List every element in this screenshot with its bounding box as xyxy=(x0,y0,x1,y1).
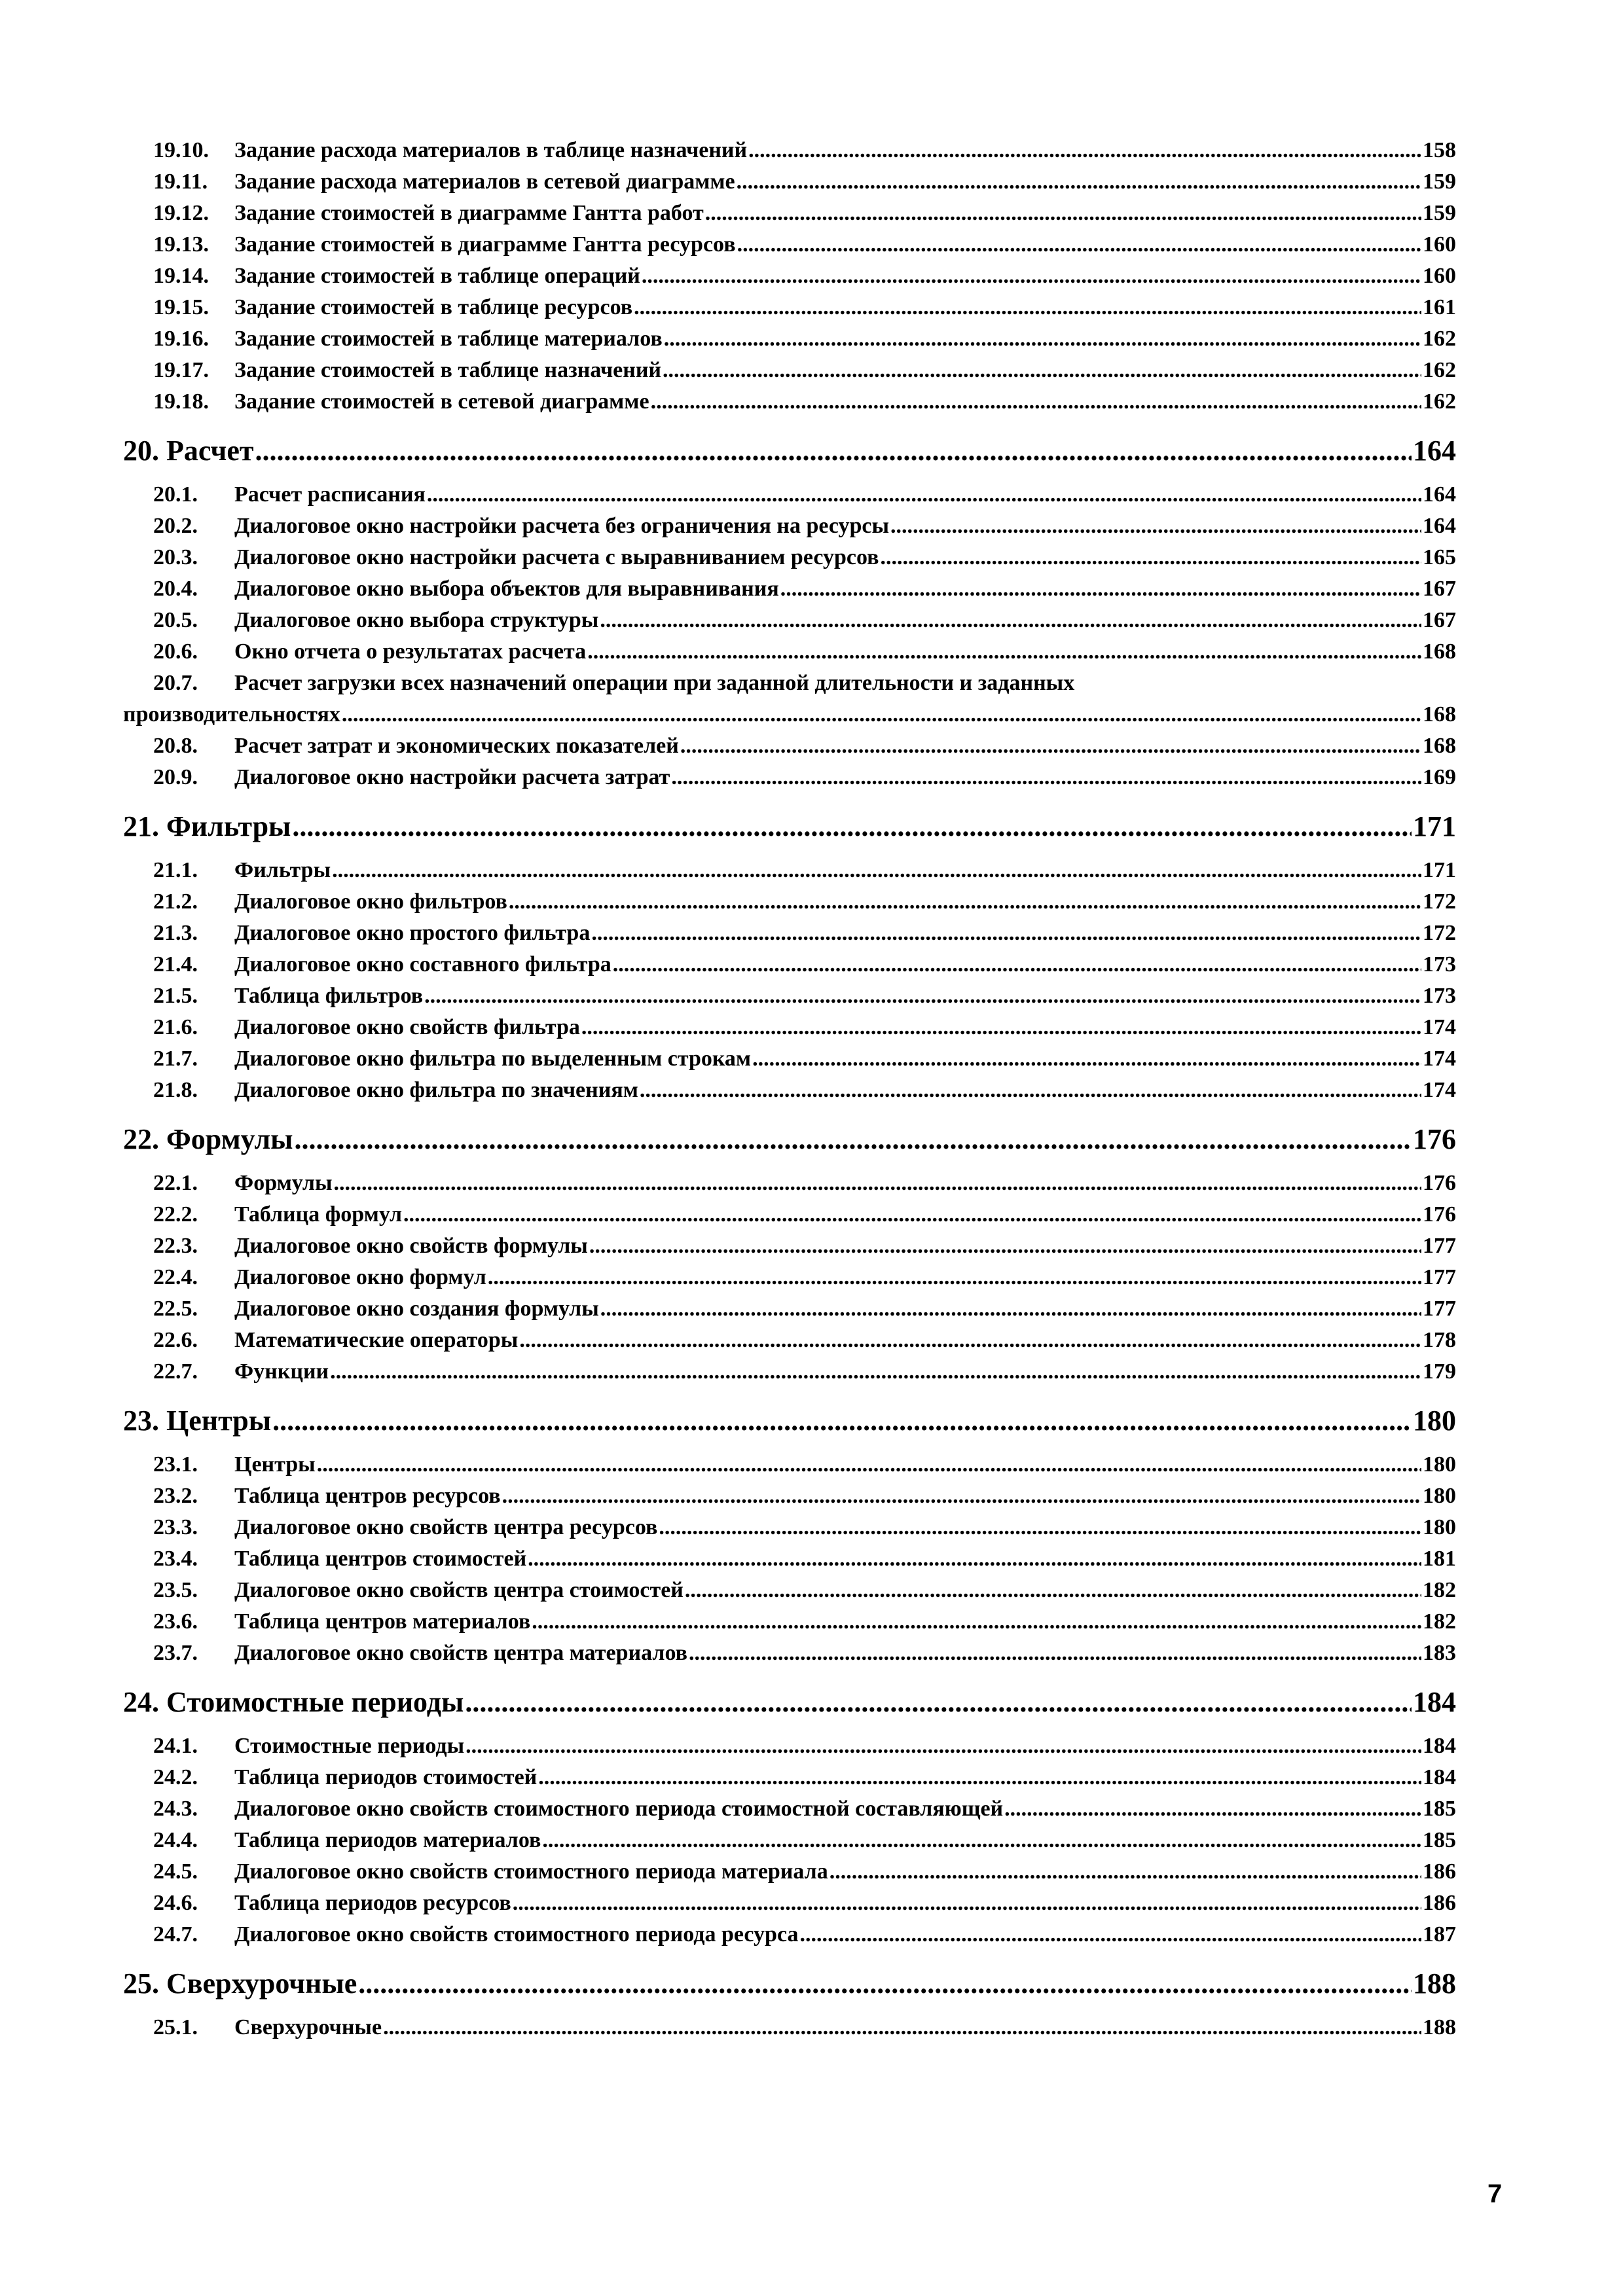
toc-entry[interactable] xyxy=(123,668,1456,699)
toc-entry[interactable] xyxy=(123,1512,1456,1543)
chapter-number: 22. xyxy=(123,1123,159,1155)
entry-number: 24.7. xyxy=(153,1922,198,1946)
toc-entry[interactable] xyxy=(123,1762,1456,1793)
toc-entry[interactable] xyxy=(123,949,1456,980)
leader-dots xyxy=(403,1199,1421,1230)
chapter-number: 25. xyxy=(123,1967,159,2000)
page-ref: 160 xyxy=(1423,264,1456,288)
page-ref: 182 xyxy=(1423,1609,1456,1634)
page-ref: 165 xyxy=(1423,545,1456,569)
toc-entry[interactable] xyxy=(123,886,1456,918)
page-ref: 168 xyxy=(1423,702,1456,726)
leader-dots xyxy=(663,355,1421,386)
page-ref: 164 xyxy=(1413,435,1456,467)
entry-title: Сверхурочные xyxy=(234,2015,382,2039)
leader-dots xyxy=(685,1575,1421,1606)
page-ref: 186 xyxy=(1423,1859,1456,1884)
entry-title: Диалоговое окно настройки расчета без ограничения на ресурсы xyxy=(234,514,890,538)
entry-title: Таблица центров стоимостей xyxy=(234,1547,527,1571)
entry-title: Задание расхода материалов в сетевой диаграмме xyxy=(234,170,735,194)
page-ref: 180 xyxy=(1423,1515,1456,1539)
entry-title: Диалоговое окно свойств стоимостного периода материала xyxy=(234,1859,828,1884)
entry-number: 19.18. xyxy=(153,389,209,414)
leader-dots xyxy=(587,636,1421,668)
page-ref: 180 xyxy=(1423,1484,1456,1508)
entry-number: 20.6. xyxy=(153,639,198,664)
entry-title: Диалоговое окно настройки расчета затрат xyxy=(234,765,670,789)
chapter-title: Центры xyxy=(166,1405,272,1437)
entry-number: 19.12. xyxy=(153,201,209,225)
page-ref: 174 xyxy=(1423,1015,1456,1039)
toc-entry[interactable] xyxy=(123,260,1456,292)
entry-number: 21.2. xyxy=(153,889,198,914)
leader-dots xyxy=(513,1888,1421,1919)
entry-title: Таблица периодов материалов xyxy=(234,1828,541,1852)
entry-title: Таблица формул xyxy=(234,1202,403,1227)
leader-dots xyxy=(671,762,1421,793)
leader-dots xyxy=(830,1856,1421,1888)
page-ref: 167 xyxy=(1423,608,1456,632)
toc-entry[interactable] xyxy=(123,980,1456,1012)
leader-dots xyxy=(255,432,1412,470)
toc-chapter[interactable] xyxy=(123,432,1456,470)
toc-entry[interactable] xyxy=(123,1356,1456,1388)
page-ref: 177 xyxy=(1423,1234,1456,1258)
entry-title: Математические операторы xyxy=(234,1328,519,1352)
leader-dots xyxy=(799,1919,1421,1950)
entry-title: Задание стоимостей в диаграмме Гантта работ xyxy=(234,201,704,225)
entry-number: 22.7. xyxy=(153,1359,198,1384)
page-ref: 180 xyxy=(1423,1452,1456,1477)
entry-title: Диалоговое окно формул xyxy=(234,1265,486,1289)
page-ref: 178 xyxy=(1423,1328,1456,1352)
page-ref: 173 xyxy=(1423,984,1456,1008)
toc-chapter[interactable] xyxy=(123,1683,1456,1721)
leader-dots xyxy=(780,573,1421,605)
page-ref: 159 xyxy=(1423,201,1456,225)
page-ref: 176 xyxy=(1413,1123,1456,1155)
toc-entry[interactable] xyxy=(123,386,1456,418)
page-ref: 179 xyxy=(1423,1359,1456,1384)
entry-title: Диалоговое окно фильтра по выделенным строкам xyxy=(234,1047,752,1071)
page-ref: 173 xyxy=(1423,952,1456,977)
toc-entry[interactable] xyxy=(123,323,1456,355)
entry-number: 21.1. xyxy=(153,858,198,882)
leader-dots xyxy=(640,1075,1421,1106)
leader-dots xyxy=(642,260,1421,292)
page-ref: 181 xyxy=(1423,1547,1456,1571)
leader-dots xyxy=(600,1293,1421,1325)
entry-title: Расчет затрат и экономических показателей xyxy=(234,734,679,758)
entry-title: Таблица центров ресурсов xyxy=(234,1484,501,1508)
chapter-title: Сверхурочные xyxy=(166,1967,357,2000)
entry-title: Задание стоимостей в таблице назначений xyxy=(234,358,662,382)
page-ref: 184 xyxy=(1413,1686,1456,1718)
toc-chapter[interactable] xyxy=(123,808,1456,846)
toc-entry[interactable] xyxy=(123,1262,1456,1293)
entry-title: Задание стоимостей в таблице операций xyxy=(234,264,640,288)
chapter-number: 24. xyxy=(123,1686,159,1718)
entry-number: 24.3. xyxy=(153,1797,198,1821)
leader-dots xyxy=(737,166,1421,198)
entry-title: Диалоговое окно свойств стоимостного периода ресурса xyxy=(234,1922,799,1946)
leader-dots xyxy=(383,2012,1421,2043)
toc-entry[interactable] xyxy=(123,2012,1456,2043)
toc-entry[interactable] xyxy=(123,1793,1456,1825)
leader-dots xyxy=(358,1965,1412,2003)
entry-number: 23.6. xyxy=(153,1609,198,1634)
entry-title: Задание стоимостей в таблице материалов xyxy=(234,327,663,351)
page-ref: 162 xyxy=(1423,358,1456,382)
toc-entry[interactable] xyxy=(123,542,1456,573)
entry-number: 21.3. xyxy=(153,921,198,945)
page-ref: 185 xyxy=(1423,1797,1456,1821)
toc-entry-continuation[interactable] xyxy=(123,699,1456,730)
page-ref: 162 xyxy=(1423,327,1456,351)
leader-dots xyxy=(334,1168,1421,1199)
page-ref: 160 xyxy=(1423,232,1456,257)
leader-dots xyxy=(538,1762,1421,1793)
leader-dots xyxy=(659,1512,1421,1543)
toc-entry[interactable] xyxy=(123,198,1456,229)
leader-dots xyxy=(737,229,1421,260)
leader-dots xyxy=(528,1543,1421,1575)
toc-entry[interactable] xyxy=(123,1449,1456,1480)
page-ref: 177 xyxy=(1423,1297,1456,1321)
entry-title: Фильтры xyxy=(234,858,331,882)
page-ref: 183 xyxy=(1423,1641,1456,1665)
page-ref: 186 xyxy=(1423,1891,1456,1915)
entry-number: 21.5. xyxy=(153,984,198,1008)
leader-dots xyxy=(465,1683,1412,1721)
entry-title: Задание стоимостей в диаграмме Гантта ресурсов xyxy=(234,232,736,257)
page-ref: 177 xyxy=(1423,1265,1456,1289)
entry-number: 20.5. xyxy=(153,608,198,632)
leader-dots xyxy=(424,980,1421,1012)
entry-number: 22.3. xyxy=(153,1234,198,1258)
page-ref: 180 xyxy=(1413,1405,1456,1437)
leader-dots xyxy=(689,1638,1421,1669)
toc-entry[interactable] xyxy=(123,1075,1456,1106)
toc-entry[interactable] xyxy=(123,1043,1456,1075)
page-ref: 158 xyxy=(1423,138,1456,162)
page-ref: 172 xyxy=(1423,921,1456,945)
entry-number: 24.2. xyxy=(153,1765,198,1789)
entry-title: Диалоговое окно простого фильтра xyxy=(234,921,591,945)
entry-title: Таблица центров материалов xyxy=(234,1609,531,1634)
toc-entry[interactable] xyxy=(123,1199,1456,1230)
entry-title: Задание стоимостей в сетевой диаграмме xyxy=(234,389,649,414)
entry-number: 24.6. xyxy=(153,1891,198,1915)
page-ref: 184 xyxy=(1423,1765,1456,1789)
leader-dots xyxy=(532,1606,1421,1638)
entry-title: Диалоговое окно свойств центра ресурсов xyxy=(234,1515,658,1539)
entry-number: 19.11. xyxy=(153,170,208,194)
entry-title: Стоимостные периоды xyxy=(234,1734,465,1758)
toc-entry[interactable] xyxy=(123,511,1456,542)
toc-entry[interactable] xyxy=(123,1856,1456,1888)
toc-entry[interactable] xyxy=(123,1825,1456,1856)
toc-entry[interactable] xyxy=(123,1731,1456,1762)
toc-entry[interactable] xyxy=(123,135,1456,166)
entry-number: 21.8. xyxy=(153,1078,198,1102)
entry-title: Окно отчета о результатах расчета xyxy=(234,639,587,664)
entry-number: 23.4. xyxy=(153,1547,198,1571)
entry-title: Диалоговое окно свойств центра материалов xyxy=(234,1641,687,1665)
entry-title: Диалоговое окно выбора объектов для выравнивания xyxy=(234,577,779,601)
entry-number: 21.7. xyxy=(153,1047,198,1071)
toc-entry[interactable] xyxy=(123,762,1456,793)
leader-dots xyxy=(748,135,1421,166)
entry-title: Диалоговое окно составного фильтра xyxy=(234,952,611,977)
leader-dots xyxy=(890,511,1421,542)
chapter-title: Формулы xyxy=(166,1123,293,1155)
toc-entry[interactable] xyxy=(123,1919,1456,1950)
toc-entry[interactable] xyxy=(123,1543,1456,1575)
toc-entry[interactable] xyxy=(123,479,1456,511)
toc-entry[interactable] xyxy=(123,1888,1456,1919)
entry-title: Задание расхода материалов в таблице назначений xyxy=(234,138,748,162)
leader-dots xyxy=(680,730,1421,762)
leader-dots xyxy=(332,855,1421,886)
entry-number: 19.10. xyxy=(153,138,209,162)
entry-number: 22.5. xyxy=(153,1297,198,1321)
entry-number: 24.5. xyxy=(153,1859,198,1884)
page-ref: 176 xyxy=(1423,1171,1456,1195)
entry-title: Расчет расписания xyxy=(234,482,426,507)
entry-number: 23.1. xyxy=(153,1452,198,1477)
leader-dots xyxy=(317,1449,1421,1480)
entry-number: 22.6. xyxy=(153,1328,198,1352)
entry-number: 20.3. xyxy=(153,545,198,569)
chapter-number: 23. xyxy=(123,1405,159,1437)
entry-number: 19.15. xyxy=(153,295,209,319)
chapter-title: Расчет xyxy=(166,435,254,467)
leader-dots xyxy=(589,1230,1421,1262)
entry-number: 19.14. xyxy=(153,264,209,288)
toc-entry[interactable] xyxy=(123,166,1456,198)
leader-dots xyxy=(591,918,1421,949)
page-ref: 182 xyxy=(1423,1578,1456,1602)
toc-entry[interactable] xyxy=(123,1480,1456,1512)
entry-number: 23.5. xyxy=(153,1578,198,1602)
entry-number: 24.1. xyxy=(153,1734,198,1758)
leader-dots xyxy=(295,1121,1412,1158)
page-ref: 164 xyxy=(1423,514,1456,538)
page-ref: 188 xyxy=(1423,2015,1456,2039)
leader-dots xyxy=(705,198,1421,229)
page-ref: 187 xyxy=(1423,1922,1456,1946)
page-ref: 168 xyxy=(1423,639,1456,664)
leader-dots xyxy=(488,1262,1421,1293)
entry-number: 21.4. xyxy=(153,952,198,977)
toc-entry[interactable] xyxy=(123,918,1456,949)
leader-dots xyxy=(330,1356,1421,1388)
entry-number: 19.16. xyxy=(153,327,209,351)
leader-dots xyxy=(581,1012,1421,1043)
page-ref: 171 xyxy=(1423,858,1456,882)
leader-dots xyxy=(752,1043,1421,1075)
entry-title: Формулы xyxy=(234,1171,333,1195)
toc-entry[interactable] xyxy=(123,855,1456,886)
leader-dots xyxy=(342,699,1421,730)
toc-entry[interactable] xyxy=(123,1325,1456,1356)
entry-number: 20.2. xyxy=(153,514,198,538)
entry-title: Диалоговое окно создания формулы xyxy=(234,1297,599,1321)
entry-number: 22.2. xyxy=(153,1202,198,1227)
page-ref: 184 xyxy=(1423,1734,1456,1758)
entry-number: 23.7. xyxy=(153,1641,198,1665)
page-ref: 174 xyxy=(1423,1078,1456,1102)
chapter-number: 20. xyxy=(123,435,159,467)
entry-number: 21.6. xyxy=(153,1015,198,1039)
entry-title: Таблица периодов стоимостей xyxy=(234,1765,538,1789)
entry-number: 20.7. xyxy=(153,671,198,695)
leader-dots xyxy=(465,1731,1421,1762)
toc-entry[interactable] xyxy=(123,636,1456,668)
toc-entry[interactable] xyxy=(123,1168,1456,1199)
entry-number: 19.17. xyxy=(153,358,209,382)
entry-title: Диалоговое окно свойств центра стоимостей xyxy=(234,1578,684,1602)
page-number: 7 xyxy=(1487,2179,1503,2208)
leader-dots xyxy=(634,292,1421,323)
leader-dots xyxy=(292,808,1412,846)
entry-title: Расчет загрузки всех назначений операции при заданной длительности и заданных xyxy=(234,671,1075,695)
page-ref: 164 xyxy=(1423,482,1456,507)
toc-entry[interactable] xyxy=(123,1638,1456,1669)
entry-title: Диалоговое окно фильтров xyxy=(234,889,507,914)
toc-entry[interactable] xyxy=(123,1575,1456,1606)
leader-dots xyxy=(1004,1793,1421,1825)
entry-title: Таблица фильтров xyxy=(234,984,424,1008)
page-ref: 185 xyxy=(1423,1828,1456,1852)
toc-entry[interactable] xyxy=(123,292,1456,323)
leader-dots xyxy=(613,949,1421,980)
toc-chapter[interactable] xyxy=(123,1121,1456,1158)
entry-number: 20.4. xyxy=(153,577,198,601)
entry-title: Диалоговое окно свойств формулы xyxy=(234,1234,588,1258)
entry-number: 22.4. xyxy=(153,1265,198,1289)
page-ref: 161 xyxy=(1423,295,1456,319)
page-ref: 171 xyxy=(1413,810,1456,842)
leader-dots xyxy=(519,1325,1421,1356)
page-ref: 172 xyxy=(1423,889,1456,914)
entry-number: 23.3. xyxy=(153,1515,198,1539)
toc-entry[interactable] xyxy=(123,355,1456,386)
page-ref: 162 xyxy=(1423,389,1456,414)
entry-title-continued: производительностях xyxy=(123,702,340,726)
entry-title: Диалоговое окно свойств фильтра xyxy=(234,1015,580,1039)
leader-dots xyxy=(881,542,1422,573)
page-ref: 188 xyxy=(1413,1967,1456,2000)
page-ref: 169 xyxy=(1423,765,1456,789)
page-ref: 168 xyxy=(1423,734,1456,758)
leader-dots xyxy=(427,479,1421,511)
leader-dots xyxy=(600,605,1421,636)
toc-entry[interactable] xyxy=(123,573,1456,605)
entry-number: 20.9. xyxy=(153,765,198,789)
toc-chapter[interactable] xyxy=(123,1965,1456,2003)
toc-entry[interactable] xyxy=(123,730,1456,762)
toc-entry[interactable] xyxy=(123,1606,1456,1638)
entry-title: Диалоговое окно свойств стоимостного периода стоимостной составляющей xyxy=(234,1797,1004,1821)
toc-entry[interactable] xyxy=(123,229,1456,260)
page-ref: 167 xyxy=(1423,577,1456,601)
entry-title: Диалоговое окно выбора структуры xyxy=(234,608,599,632)
entry-title: Задание стоимостей в таблице ресурсов xyxy=(234,295,633,319)
toc-chapter[interactable] xyxy=(123,1402,1456,1440)
page-ref: 176 xyxy=(1423,1202,1456,1227)
entry-number: 20.1. xyxy=(153,482,198,507)
entry-title: Центры xyxy=(234,1452,316,1477)
toc-entry[interactable] xyxy=(123,1230,1456,1262)
page-ref: 174 xyxy=(1423,1047,1456,1071)
toc-entry[interactable] xyxy=(123,1293,1456,1325)
entry-title: Функции xyxy=(234,1359,329,1384)
entry-number: 23.2. xyxy=(153,1484,198,1508)
entry-title: Таблица периодов ресурсов xyxy=(234,1891,511,1915)
entry-title: Диалоговое окно настройки расчета с выравниванием ресурсов xyxy=(234,545,879,569)
chapter-title: Стоимостные периоды xyxy=(166,1686,464,1718)
leader-dots xyxy=(651,386,1421,418)
leader-dots xyxy=(542,1825,1421,1856)
leader-dots xyxy=(502,1480,1421,1512)
leader-dots xyxy=(272,1402,1412,1440)
entry-number: 22.1. xyxy=(153,1171,198,1195)
toc-entry[interactable] xyxy=(123,1012,1456,1043)
leader-dots xyxy=(509,886,1421,918)
entry-number: 25.1. xyxy=(153,2015,198,2039)
chapter-number: 21. xyxy=(123,810,159,842)
entry-number: 24.4. xyxy=(153,1828,198,1852)
entry-number: 19.13. xyxy=(153,232,209,257)
chapter-title: Фильтры xyxy=(166,810,291,842)
leader-dots xyxy=(664,323,1421,355)
entry-title: Диалоговое окно фильтра по значениям xyxy=(234,1078,638,1102)
toc-entry[interactable] xyxy=(123,605,1456,636)
entry-number: 20.8. xyxy=(153,734,198,758)
page-ref: 159 xyxy=(1423,170,1456,194)
